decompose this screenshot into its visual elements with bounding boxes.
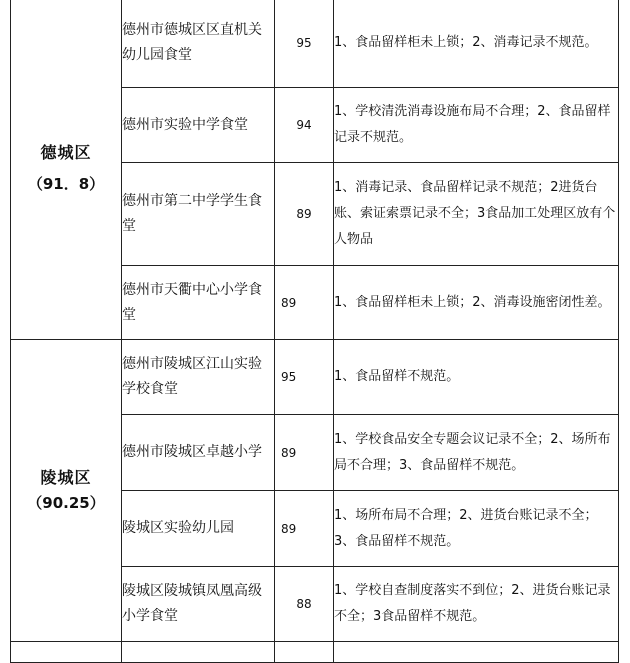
unit-name: 德州市实验中学食堂 [122,88,275,163]
district-name: 德城区 [40,143,92,162]
unit-name: 德州市陵城区卓越小学 [122,415,275,491]
issues-text: 1、场所布局不合理；2、进货台账记录不全；3、食品留样不规范。 [334,491,619,567]
issues-text: 1、学校自查制度落实不到位；2、进货台账记录不全；3食品留样不规范。 [334,567,619,642]
district-cell-lingcheng [11,340,122,642]
inspection-score: 89 [275,415,334,491]
inspection-score: 88 [275,567,334,642]
table-row [11,0,619,88]
issues-text: 1、食品留样柜未上锁；2、消毒记录不规范。 [334,0,619,88]
inspection-score: 89 [275,266,334,340]
empty-cell [122,642,275,663]
inspection-score: 94 [275,88,334,163]
empty-cell [334,642,619,663]
unit-name: 德州市陵城区江山实验学校食堂 [122,340,275,415]
district-score: （90.25） [27,493,105,512]
district-name: 陵城区 [40,467,92,487]
unit-name: 陵城区陵城镇凤凰高级小学食堂 [122,567,275,642]
inspection-score: 95 [275,340,334,415]
district-cell-decheng [11,0,122,340]
district-score: （91．8） [27,175,105,193]
inspection-score: 89 [275,491,334,567]
unit-name: 德州市天衢中心小学食堂 [122,266,275,340]
inspection-score: 89 [275,163,334,266]
issues-text: 1、消毒记录、食品留样记录不规范；2进货台账、索证索票记录不全；3食品加工处理区放有个人物品 [334,163,619,266]
empty-cell [275,642,334,663]
issues-text: 1、食品留样柜未上锁；2、消毒设施密闭性差。 [334,266,619,340]
issues-text: 1、食品留样不规范。 [334,340,619,415]
empty-cell [11,642,122,663]
unit-name: 德州市第二中学学生食堂 [122,163,275,266]
inspection-results-table [10,0,619,663]
inspection-score: 95 [275,0,334,88]
table-row [11,340,619,415]
table-row-partial [11,642,619,663]
unit-name: 德州市德城区区直机关幼儿园食堂 [122,0,275,88]
issues-text: 1、学校清洗消毒设施布局不合理；2、食品留样记录不规范。 [334,88,619,163]
issues-text: 1、学校食品安全专题会议记录不全；2、场所布局不合理；3、食品留样不规范。 [334,415,619,491]
unit-name: 陵城区实验幼儿园 [122,491,275,567]
